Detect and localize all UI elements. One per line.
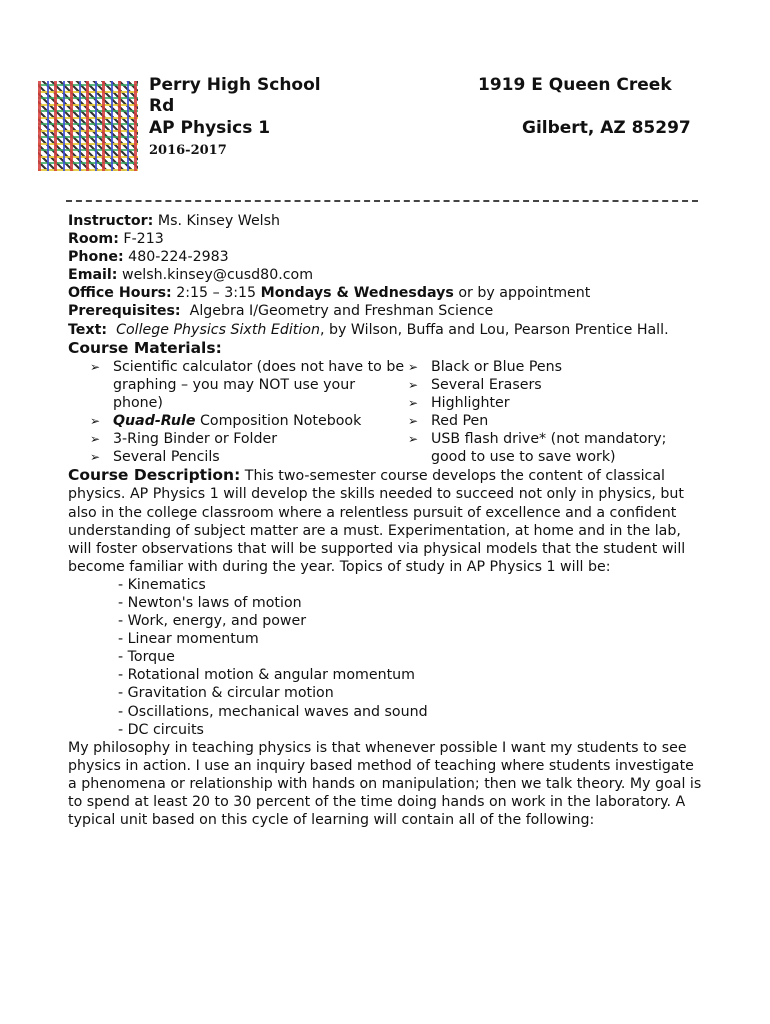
arrow-bullet-icon: ➢ [408, 377, 419, 392]
school-name: Perry High School [149, 75, 321, 95]
list-item: ➢ Scientific calculator (does not have to be graphing – you may NOT use your phone) [90, 358, 405, 411]
materials-column-1 [68, 358, 408, 467]
list-item: ➢ Red Pen [408, 413, 489, 430]
topic-item: - Work, energy, and power [118, 613, 307, 630]
list-item: ➢ USB flash drive* (not mandatory; good to use to save work) [408, 431, 667, 466]
course-description: Course Description: This two-semester course develops the content of classical physics. AP Physics 1 will develop the skills needed to succeed not only in physics, but also in the college classroom where a relentless pursuit of excellence and a confident understanding of subject matter are a must. Experimentation, at home and in the lab, will foster observations that will be supported via physical models that the student will become familiar with during the year. Topics of study in AP Physics 1 will be: [68, 466, 686, 575]
course-name: AP Physics 1 [149, 118, 271, 138]
instructor-line: Instructor: Ms. Kinsey Welsh [68, 213, 280, 229]
email-line: Email: welsh.kinsey@cusd80.com [68, 267, 314, 284]
textbook-line: Text: College Physics Sixth Edition, by Wilson, Buffa and Lou, Pearson Prentice Hall. [68, 321, 669, 338]
room-line: Room: F-213 [68, 231, 164, 248]
teaching-philosophy: My philosophy in teaching physics is that whenever possible I want my students to see physics in action. I use an inquiry based method of teaching where students investigate a phenomena or relationship with hands on manipulation; then we talk theory. My goal is to spend at least 20 to 30 percent of the time doing hands on work in the laboratory. A typical unit based on this cycle of learning will contain all of the following: [68, 739, 702, 829]
list-item: ➢ Several Pencils [90, 449, 220, 466]
list-item: ➢ Highlighter [408, 394, 510, 411]
street-address: 1919 E Queen Creek [478, 75, 672, 95]
list-item: ➢ 3-Ring Binder or Folder [90, 431, 278, 448]
arrow-bullet-icon: ➢ [90, 414, 101, 429]
list-item: ➢ Several Erasers [408, 376, 542, 393]
topic-item: - Kinematics [118, 576, 206, 593]
list-item: ➢ Quad-Rule Composition Notebook [90, 413, 362, 430]
arrow-bullet-icon: ➢ [408, 414, 419, 429]
topic-item: - Newton's laws of motion [118, 594, 302, 611]
email-link[interactable]: welsh.kinsey@cusd80.com [121, 267, 314, 284]
phone-line: Phone: 480-224-2983 [68, 249, 229, 266]
materials-column-2 [408, 358, 688, 467]
topic-item: - DC circuits [118, 721, 204, 738]
topic-item: - Torque [118, 649, 175, 666]
header-divider [66, 200, 698, 202]
topic-item: - Linear momentum [118, 631, 259, 648]
prerequisites-line: Prerequisites: Algebra I/Geometry and Freshman Science [68, 303, 494, 320]
arrow-bullet-icon: ➢ [408, 359, 419, 374]
office-hours-line: Office Hours: 2:15 – 3:15 Mondays & Wednesdays or by appointment [68, 285, 591, 302]
city-state-zip: Gilbert, AZ 85297 [522, 118, 691, 138]
topics-list [68, 576, 704, 739]
syllabus-body [68, 212, 704, 829]
arrow-bullet-icon: ➢ [90, 432, 101, 447]
arrow-bullet-icon: ➢ [408, 432, 419, 447]
school-logo [38, 81, 138, 171]
topic-item: - Gravitation & circular motion [118, 685, 334, 702]
arrow-bullet-icon: ➢ [408, 395, 419, 410]
materials-list [68, 358, 704, 467]
materials-heading: Course Materials: [68, 338, 222, 357]
school-year: 2016-2017 [149, 143, 227, 158]
arrow-bullet-icon: ➢ [90, 359, 101, 374]
arrow-bullet-icon: ➢ [90, 450, 101, 465]
street-address-continued: Rd [149, 96, 175, 116]
list-item: ➢ Black or Blue Pens [408, 358, 562, 375]
topic-item: - Rotational motion & angular momentum [118, 667, 415, 684]
topic-item: - Oscillations, mechanical waves and sound [118, 703, 428, 720]
